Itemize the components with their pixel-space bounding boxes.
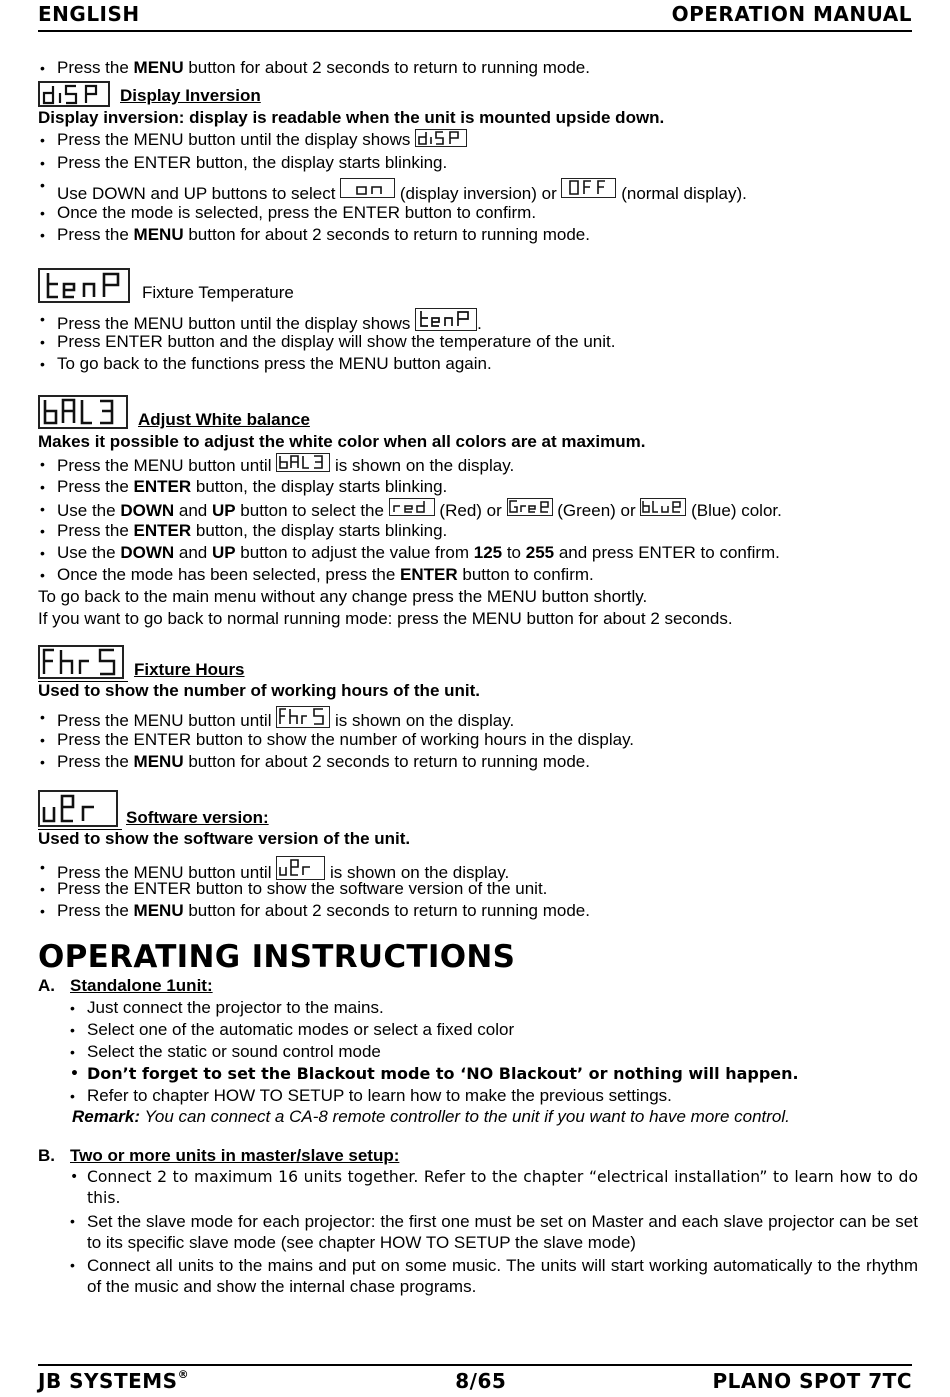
footer-page-number: 8/65 [455,1369,507,1393]
section-title: Adjust White balance [138,410,310,429]
list-item: • Use the DOWN and UP button to adjust the value from 125 to 255 and press ENTER to confirm. [38,542,918,564]
section-title-fixture-hours [38,642,918,679]
lcd-disp-icon [415,129,467,147]
list-item: • Set the slave mode for each projector: the first one must be set on Master and each slave projector can be set to its specific slave mode (see chapter HOW TO SETUP the slave mode) [68,1211,918,1253]
page-header [38,2,912,32]
list-item: • Just connect the projector to the mains. [68,997,918,1019]
header-doc-title: OPERATION MANUAL [671,2,912,26]
section-subtitle: Used to show the software version of the unit. [38,829,411,848]
list-item: • Once the mode is selected, press the ENTER button to confirm. [38,202,918,224]
list-item: • Press the ENTER button to show the software version of the unit. [38,878,918,900]
list-item: • Press the MENU button for about 2 seconds to return to running mode. [38,57,918,79]
bullet-list [38,453,918,586]
lcd-blue-icon [640,498,686,516]
remark-label: Remark: [72,1107,141,1126]
lcd-temp-icon [38,268,130,303]
list-item: • Press the MENU button for about 2 seconds to return to running mode. [38,900,918,922]
section-title: Fixture Hours [134,660,245,679]
list-item: • Press the MENU button until the display shows [38,129,918,152]
list-item: • Refer to chapter HOW TO SETUP to learn how to make the previous settings. [68,1085,918,1107]
list-item: • Press the ENTER button, the display starts blinking. [38,152,918,174]
page-content [38,57,918,1297]
list-item: • To go back to the functions press the MENU button again. [38,353,918,375]
lcd-hours-icon [276,706,330,728]
lcd-on-icon [340,178,395,198]
section-title-display-inversion [38,79,918,107]
subsection-heading-a [38,975,918,997]
remark [38,1106,918,1128]
list-item: • Use DOWN and UP buttons to select (display inversion) or (normal display). [38,174,918,202]
list-item: • Press the ENTER button to show the number of working hours in the display. [38,729,918,751]
lcd-temp-icon [415,308,477,331]
bullet-list [38,308,918,375]
paragraph: To go back to the main menu without any change press the MENU button shortly. [38,587,648,606]
lcd-green-icon [507,498,553,516]
paragraph: If you want to go back to normal running mode: press the MENU button for about 2 seconds. [38,609,733,628]
section-title: Fixture Temperature [142,283,294,302]
list-item: • Select one of the automatic modes or select a fixed color [68,1019,918,1041]
bullet-list [38,1167,918,1297]
lcd-off-icon [561,178,616,198]
operating-instructions-heading: OPERATING INSTRUCTIONS [38,939,516,975]
lcd-version-icon [276,856,325,880]
bullet-list [38,997,918,1107]
bullet-list [38,129,918,246]
list-item: • Once the mode has been selected, press the ENTER button to confirm. [38,564,918,586]
lcd-bala-icon [38,395,128,429]
list-item: • Don’t forget to set the Blackout mode to ‘NO Blackout’ or nothing will happen. [68,1063,918,1085]
section-subtitle: Display inversion: display is readable when the unit is mounted upside down. [38,108,665,127]
lcd-version-icon [38,790,118,827]
list-item: • Press the MENU button for about 2 seconds to return to running mode. [38,751,918,773]
list-item: • Press ENTER button and the display will show the temperature of the unit. [38,331,918,353]
remark-text: You can connect a CA-8 remote controller to the unit if you want to have more control. [144,1107,790,1126]
list-item: • Connect 2 to maximum 16 units together. Refer to the chapter “electrical installation” to learn how to do this. [68,1167,918,1209]
list-item: • Press the ENTER button, the display starts blinking. [38,520,918,542]
subsection-letter: B. [38,1146,55,1165]
section-title: Display Inversion [120,86,261,105]
lcd-red-icon [389,498,435,516]
section-title-white-balance [38,391,918,429]
list-item: • Press the MENU button until is shown on the display. [38,856,918,878]
subsection-letter: A. [38,976,55,995]
bullet-list [38,706,918,773]
subsection-title: Two or more units in master/slave setup: [70,1146,400,1165]
lcd-hours-icon [38,645,124,679]
lcd-disp-icon [38,81,110,107]
section-subtitle: Makes it possible to adjust the white color when all colors are at maximum. [38,432,646,451]
list-item: • Use the DOWN and UP button to select the (Red) or (Green) or (Blue) color. [38,498,918,520]
section-title-fixture-temperature [38,267,918,303]
header-language: ENGLISH [38,2,140,26]
list-item: • Select the static or sound control mode [68,1041,918,1063]
footer-brand: JB SYSTEMS® [38,1368,190,1393]
footer-model: PLANO SPOT 7TC [712,1369,912,1393]
list-item: • Press the ENTER button, the display starts blinking. [38,476,918,498]
section-subtitle: Used to show the number of working hours of the unit. [38,681,480,700]
bullet-list [38,856,918,922]
subsection-title: Standalone 1unit: [70,976,213,995]
list-item: • Press the MENU button until is shown on the display. [38,453,918,476]
list-item: • Press the MENU button for about 2 seconds to return to running mode. [38,224,918,246]
lcd-bala-icon [276,453,330,472]
subsection-heading-b [38,1145,918,1167]
list-item: • Press the MENU button until the display shows . [38,308,918,331]
section-title-software-version [38,789,918,827]
section-title: Software version: [126,808,269,827]
list-item: • Press the MENU button until is shown on the display. [38,706,918,729]
page-footer [38,1364,912,1394]
list-item: • Connect all units to the mains and put on some music. The units will start working automatically to the rhythm of the music and show the internal chase programs. [68,1255,918,1297]
bullet-list [38,57,918,79]
